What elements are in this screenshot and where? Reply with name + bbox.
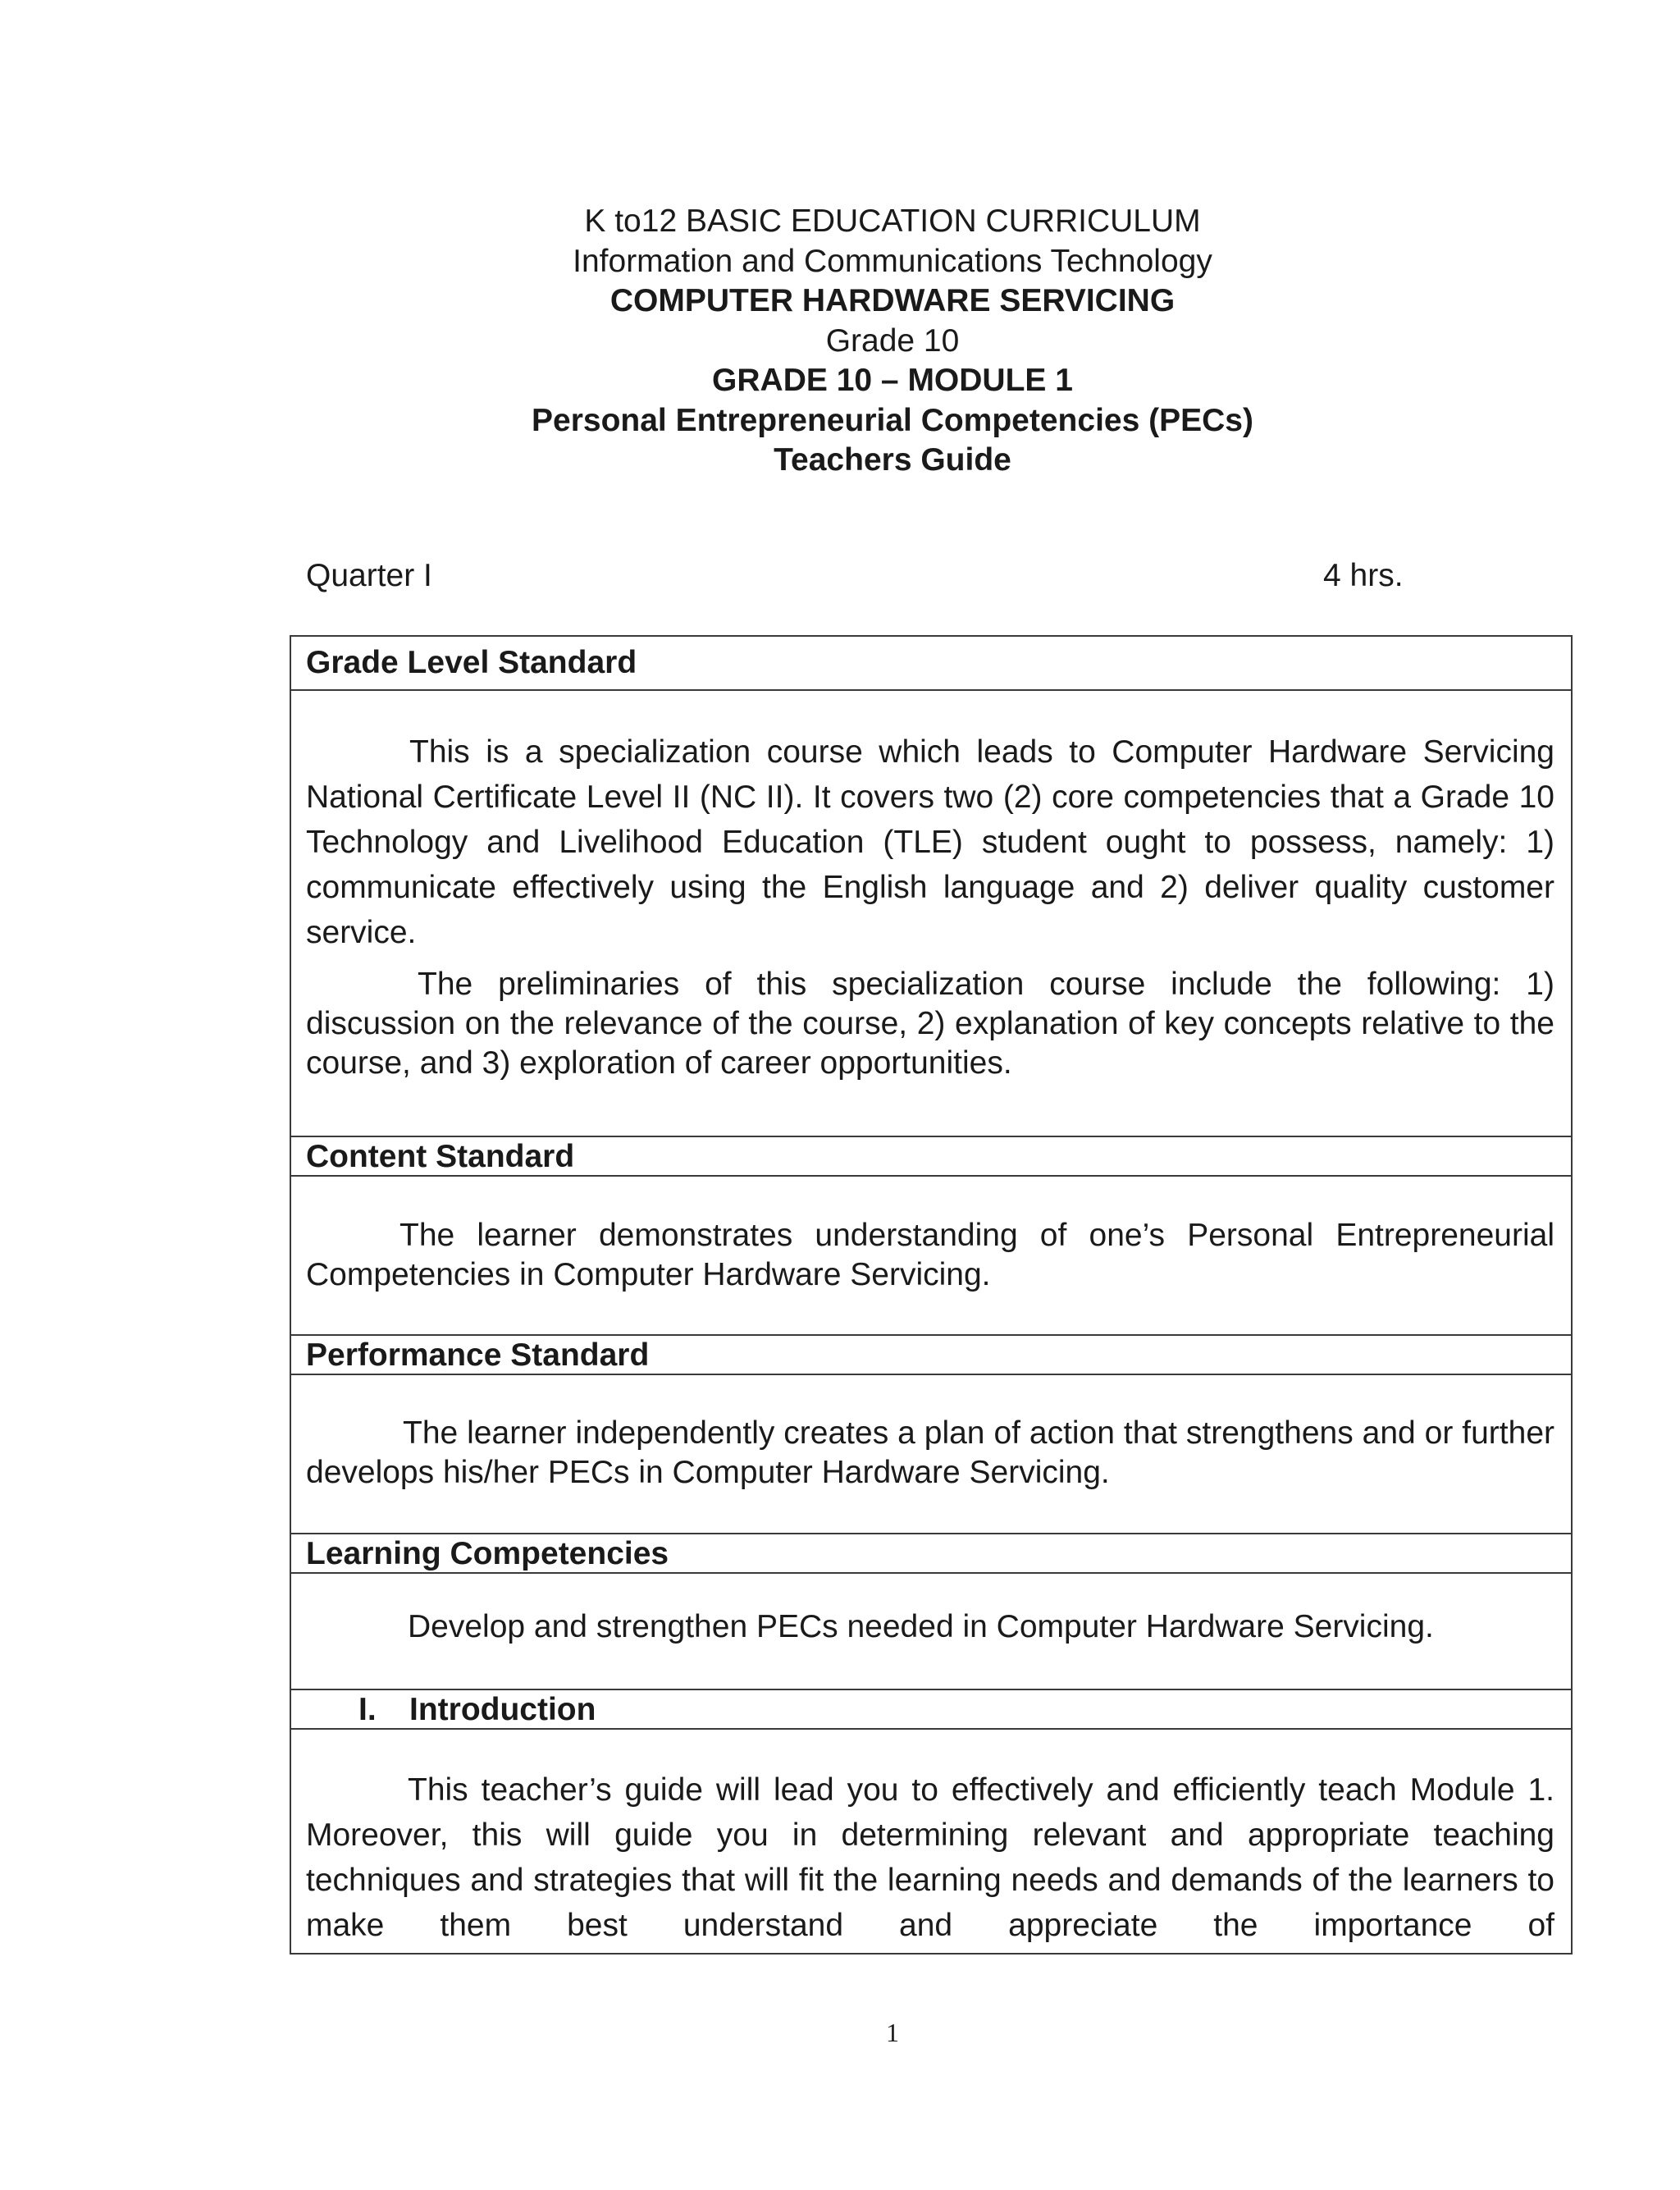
performance-standard-text: The learner independently creates a plan of action that strengthens and or further develops his/her PECs in Computer Hardware Servicing. — [306, 1415, 1554, 1490]
quarter-row — [306, 556, 1413, 596]
row-divider — [291, 1374, 1571, 1375]
curriculum-title: K to12 BASIC EDUCATION CURRICULUM — [584, 203, 1201, 239]
hours-label: 4 hrs. — [1323, 558, 1404, 593]
quarter-label: Quarter I — [306, 558, 432, 593]
document-header — [0, 202, 1680, 481]
row-divider — [291, 1572, 1571, 1574]
introduction-text: This teacher’s guide will lead you to effectively and efficiently teach Module 1. Moreover, this will guide you in determining relevant and appropriate teaching techniques and strategies that will fit the learning needs and demands of the learners to make them best understand and appreciate the importance of — [306, 1772, 1554, 1943]
grade-level-standard-text-2: The preliminaries of this specialization course include the following: 1) discussion on the relevance of the course, 2) explanation of key concepts relative to the course, and 3) exploration of career opportunities. — [306, 967, 1554, 1081]
guide-type: Teachers Guide — [774, 442, 1011, 478]
performance-standard-heading: Performance Standard — [291, 1334, 1571, 1375]
grade-level: Grade 10 — [825, 322, 960, 359]
module-topic: Personal Entrepreneurial Competencies (PECs) — [532, 402, 1253, 438]
page-number: 1 — [886, 2018, 899, 2047]
grade-level-standard-heading: Grade Level Standard — [306, 645, 637, 680]
standards-table — [290, 635, 1573, 1955]
row-divider — [291, 1728, 1571, 1730]
grade-level-standard-text-1: This is a specialization course which leads to Computer Hardware Servicing National Certificate Level II (NC II). It covers two (2) core competencies that a Grade 10 Technology and Livelihood Education (TLE) student ought to possess, namely: 1) communicate effectively using the English language and 2) deliver quality customer service. — [306, 734, 1554, 950]
row-divider — [291, 689, 1571, 691]
introduction-number: I. — [358, 1692, 377, 1727]
introduction-heading-row — [291, 1689, 1571, 1730]
content-standard-text: The learner demonstrates understanding of one’s Personal Entrepreneurial Competencies in Computer Hardware Servicing. — [306, 1218, 1554, 1292]
subject-area: Information and Communications Technology — [573, 243, 1212, 279]
learning-competencies-heading: Learning Competencies — [291, 1533, 1571, 1574]
learning-competencies-text: Develop and strengthen PECs needed in Computer Hardware Servicing. — [408, 1609, 1434, 1644]
content-standard-heading: Content Standard — [291, 1136, 1571, 1177]
row-divider — [291, 1175, 1571, 1177]
module-title: GRADE 10 – MODULE 1 — [712, 363, 1073, 398]
course-title: COMPUTER HARDWARE SERVICING — [609, 283, 1176, 318]
introduction-heading: Introduction — [409, 1692, 596, 1727]
